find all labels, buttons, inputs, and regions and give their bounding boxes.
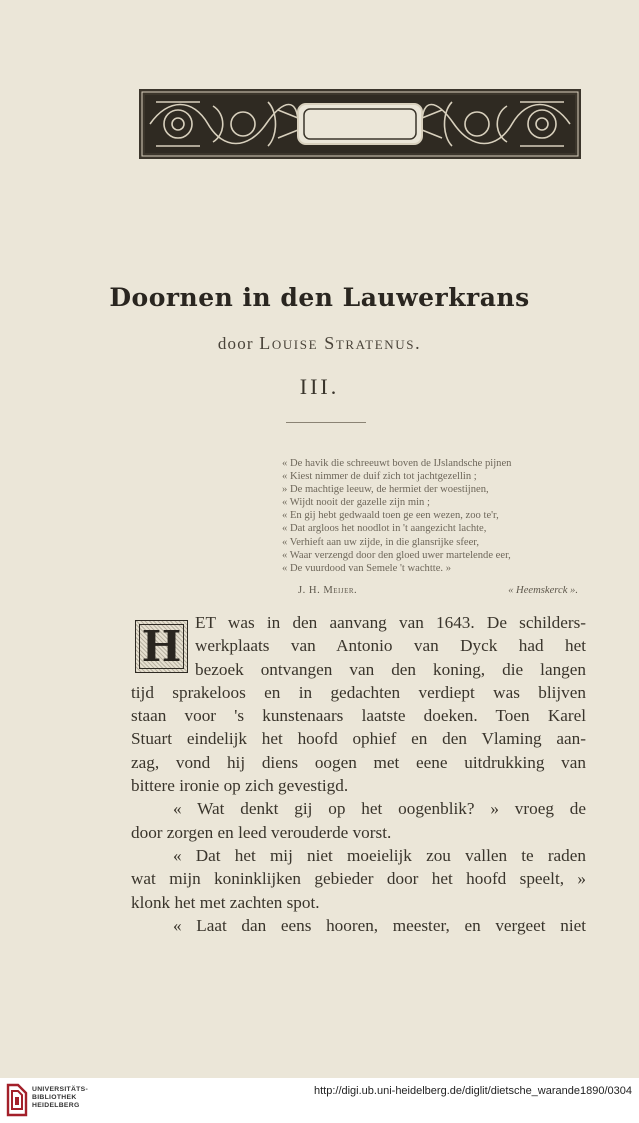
chapter-number: III. bbox=[299, 374, 340, 399]
poem-line: » De machtige leeuw, de hermiet der woestijnen, bbox=[282, 484, 489, 496]
byline bbox=[0, 333, 639, 354]
byline-prefix: door bbox=[217, 334, 254, 353]
body-line: « Dat het mij niet moeielijk zou vallen te raden bbox=[173, 845, 586, 865]
poem-line: « Wijdt nooit der gazelle zijn min ; bbox=[282, 497, 430, 509]
poem-line: « En gij hebt gedwaald toen ge een wezen, zoo te'r, bbox=[282, 510, 499, 522]
poem-line: « De havik die schreeuwt boven de IJslandsche pijnen bbox=[282, 458, 512, 469]
body-text bbox=[131, 611, 586, 937]
body-line: werkplaats van Antonio van Dyck had het bbox=[195, 636, 586, 656]
ornamental-header-band-icon bbox=[138, 88, 582, 160]
body-line: zag, vond hij diens oogen met eene uitdrukking van bbox=[131, 752, 586, 772]
epigraph-author: J. H. Meijer. bbox=[298, 585, 358, 596]
body-line: ET was in den aanvang van 1643. De schilders- bbox=[195, 613, 586, 632]
library-name-line: HEIDELBERG bbox=[32, 1102, 80, 1109]
university-library-logo-icon[interactable] bbox=[6, 1083, 28, 1117]
body-line: « Laat dan eens hooren, meester, en vergeet niet bbox=[173, 915, 586, 935]
epigraph-poem bbox=[282, 457, 602, 575]
body-line: « Wat denkt gij op het oogenblik? » vroeg de bbox=[173, 799, 586, 819]
poem-line: « Dat argloos het noodlot in 't aangezicht lachte, bbox=[282, 523, 487, 535]
byline-author: Louise Stratenus. bbox=[259, 333, 422, 353]
body-line: bittere ironie op zich gevestigd. bbox=[131, 776, 349, 796]
permalink-url[interactable]: http://digi.ub.uni-heidelberg.de/diglit/dietsche_warande1890/0304 bbox=[313, 1085, 632, 1097]
library-name-line: BIBLIOTHEK bbox=[32, 1094, 77, 1101]
body-line: tijd sprakeloos en in gedachten verdiept was blijven bbox=[131, 682, 586, 702]
epigraph-source: « Heemskerck ». bbox=[508, 585, 578, 596]
section-divider bbox=[286, 422, 366, 423]
body-line: klonk het met zachten spot. bbox=[131, 892, 320, 912]
body-line: bezoek ontvangen van den koning, die langen bbox=[195, 659, 586, 679]
epigraph-signature bbox=[298, 585, 578, 596]
body-line: door zorgen en leed verouderde vorst. bbox=[131, 822, 392, 842]
poem-line: « Waar verzengd door den gloed uwer martelende eer, bbox=[282, 549, 511, 561]
library-name bbox=[32, 1086, 88, 1110]
library-name-line: UNIVERSITÄTS- bbox=[32, 1086, 89, 1093]
body-line: wat mijn koninklijken gebieder door het hoofd speelt, » bbox=[131, 869, 586, 889]
poem-line: « Kiest nimmer de duif zich tot jachtgezellin ; bbox=[282, 471, 477, 483]
poem-line: « De vuurdood van Semele 't wachtte. » bbox=[282, 562, 452, 574]
body-line: staan voor 's kunstenaars laatste doeken. Toen Karel bbox=[131, 706, 586, 726]
body-line: Stuart eindelijk het hoofd ophief en den Vlaming aan- bbox=[131, 729, 586, 749]
article-title: Doornen in den Lauwerkrans bbox=[109, 283, 530, 312]
poem-line: « Verhieft aan uw zijde, in die glansrijke sfeer, bbox=[282, 536, 480, 548]
drop-cap-letter: H bbox=[139, 624, 184, 669]
